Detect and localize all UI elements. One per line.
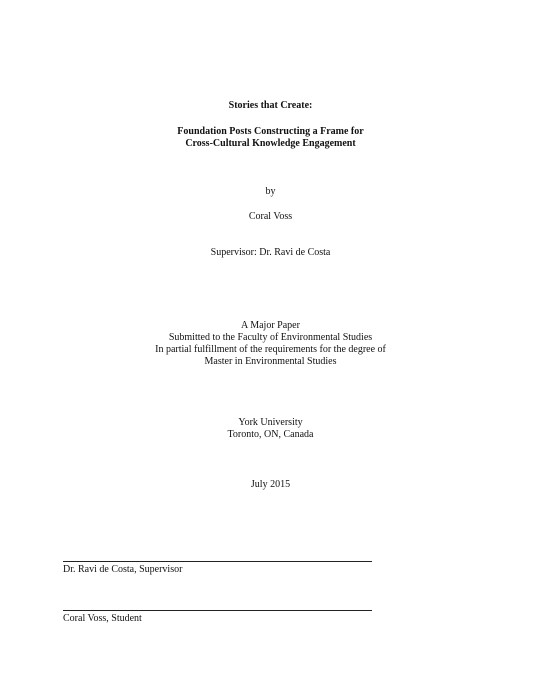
paper-subtitle-line-2: Cross-Cultural Knowledge Engagement (185, 138, 356, 149)
institution-name: York University (238, 417, 303, 428)
paper-title: Stories that Create: (228, 100, 313, 111)
author-name: Coral Voss (248, 211, 293, 222)
supervisor-line: Supervisor: Dr. Ravi de Costa (210, 247, 331, 258)
student-signature-label: Coral Voss, Student (63, 613, 142, 624)
submission-line-2: Submitted to the Faculty of Environmental Studies (168, 332, 373, 343)
supervisor-signature-label: Dr. Ravi de Costa, Supervisor (63, 564, 183, 575)
submission-line-3: In partial fulfillment of the requirements for the degree of (155, 344, 386, 355)
submission-line-4: Master in Environmental Studies (204, 356, 337, 367)
supervisor-signature-rule (63, 561, 372, 562)
by-label: by (265, 186, 276, 197)
submission-line-1: A Major Paper (241, 320, 300, 331)
student-signature-rule (63, 610, 372, 611)
submission-date: July 2015 (250, 479, 291, 490)
paper-subtitle-line-1: Foundation Posts Constructing a Frame for (177, 126, 364, 137)
institution-location: Toronto, ON, Canada (227, 429, 314, 440)
